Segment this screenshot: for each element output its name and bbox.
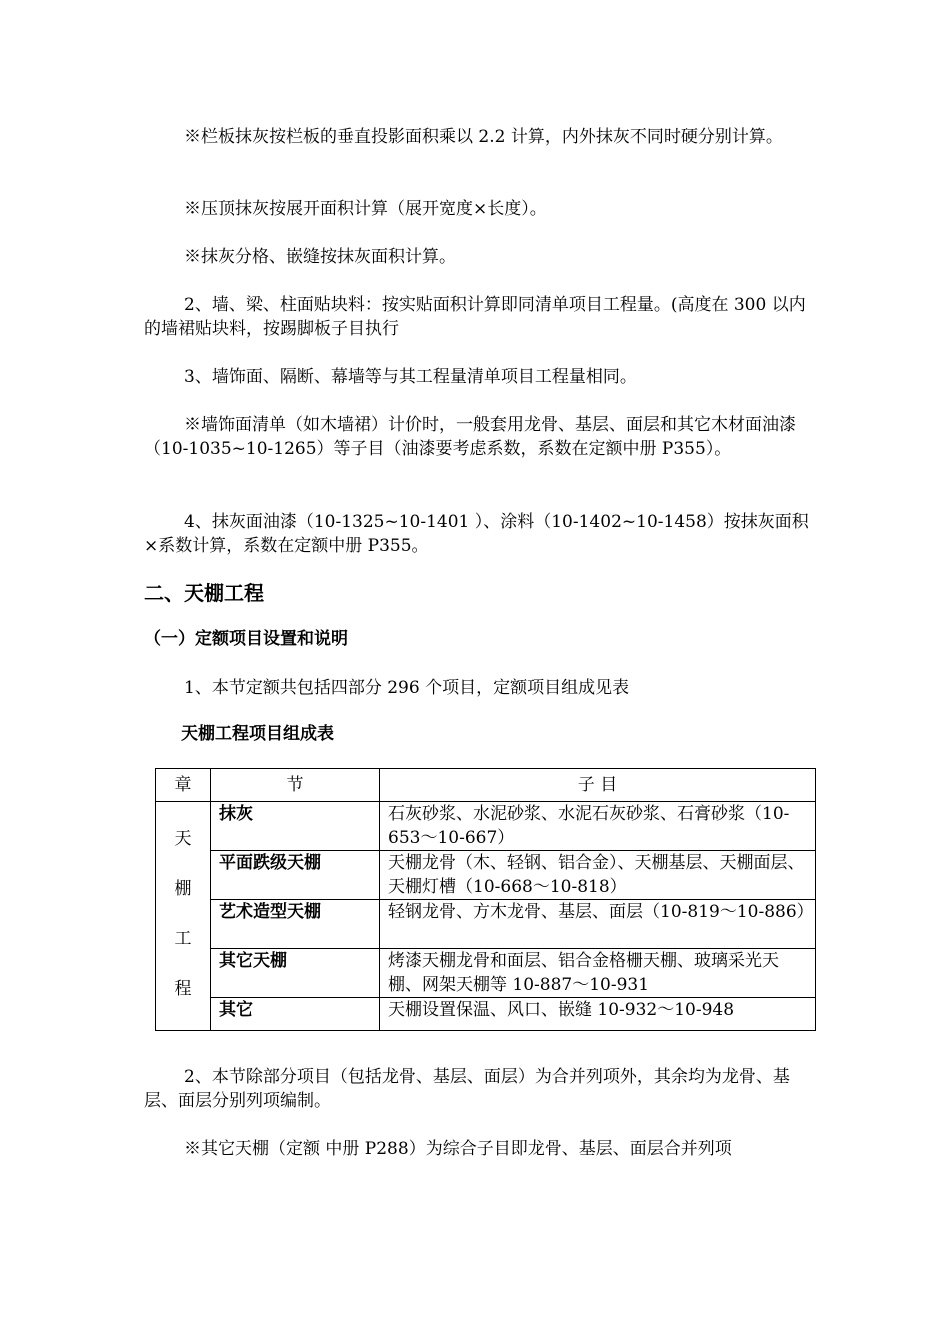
paragraph-paint-coating: 4、抹灰面油漆（10-1325~10-1401 ）、涂料（10-1402~10-1458）按抹灰面积×系数计算，系数在定额中册 P355。 (144, 512, 809, 556)
section-cell: 其它天棚 (211, 949, 380, 998)
table-row (156, 900, 816, 949)
section-cell: 艺术造型天棚 (211, 900, 380, 949)
items-cell: 轻钢龙骨、方木龙骨、基层、面层（10-819～10-886） (380, 900, 816, 949)
chapter-char: 天 (174, 829, 192, 849)
paragraph-wall-finishes: 3、墙饰面、隔断、幕墙等与其工程量清单项目工程量相同。 (184, 367, 637, 387)
section-cell: 平面跌级天棚 (211, 851, 380, 900)
header-items: 子 目 (380, 769, 816, 802)
table-row (156, 802, 816, 851)
paragraph-wall-paneling: ※墙饰面清单（如木墙裙）计价时，一般套用龙骨、基层、面层和其它木材面油漆（10-1035~10-1265）等子目（油漆要考虑系数，系数在定额中册 P355）。 (144, 415, 796, 459)
ceiling-items-table (155, 768, 816, 1031)
section-cell: 其它 (211, 998, 380, 1031)
items-cell: 石灰砂浆、水泥砂浆、水泥石灰砂浆、石膏砂浆（10-653～10-667） (380, 802, 816, 851)
chapter-cell (156, 802, 211, 1031)
chapter-char: 程 (174, 979, 192, 999)
items-cell: 烤漆天棚龙骨和面层、铝合金格栅天棚、玻璃采光天棚、网架天棚等 10-887～10-931 (380, 949, 816, 998)
table-caption: 天棚工程项目组成表 (181, 724, 334, 744)
items-cell: 天棚设置保温、风口、嵌缝 10-932～10-948 (380, 998, 816, 1031)
table-row (156, 998, 816, 1031)
paragraph-wall-tiles: 2、墙、梁、柱面贴块料：按实贴面积计算即同清单项目工程量。(高度在 300 以内的墙裙贴块料，按踢脚板子目执行 (144, 295, 806, 339)
paragraph-railing-plaster: ※栏板抹灰按栏板的垂直投影面积乘以 2.2 计算，内外抹灰不同时硬分别计算。 (184, 127, 783, 147)
table-header-row (156, 769, 816, 802)
chapter-char: 棚 (174, 879, 192, 899)
paragraph-other-ceiling: ※其它天棚（定额 中册 P288）为综合子目即龙骨、基层、面层合并列项 (184, 1139, 732, 1159)
chapter-char: 工 (174, 929, 192, 949)
paragraph-item-1: 1、本节定额共包括四部分 296 个项目，定额项目组成见表 (184, 678, 630, 698)
table-row (156, 851, 816, 900)
paragraph-item-2: 2、本节除部分项目（包括龙骨、基层、面层）为合并列项外，其余均为龙骨、基层、面层分别列项编制。 (144, 1067, 790, 1111)
section-heading: 二、天棚工程 (144, 581, 264, 605)
section-cell: 抹灰 (211, 802, 380, 851)
header-chapter: 章 (156, 769, 211, 802)
header-section: 节 (211, 769, 380, 802)
table-row (156, 949, 816, 998)
paragraph-coping-plaster: ※压顶抹灰按展开面积计算（展开宽度×长度）。 (184, 199, 547, 219)
subsection-heading: （一）定额项目设置和说明 (144, 629, 348, 649)
paragraph-plaster-joints: ※抹灰分格、嵌缝按抹灰面积计算。 (184, 247, 456, 267)
items-cell: 天棚龙骨（木、轻钢、铝合金）、天棚基层、天棚面层、天棚灯槽（10-668～10-818） (380, 851, 816, 900)
